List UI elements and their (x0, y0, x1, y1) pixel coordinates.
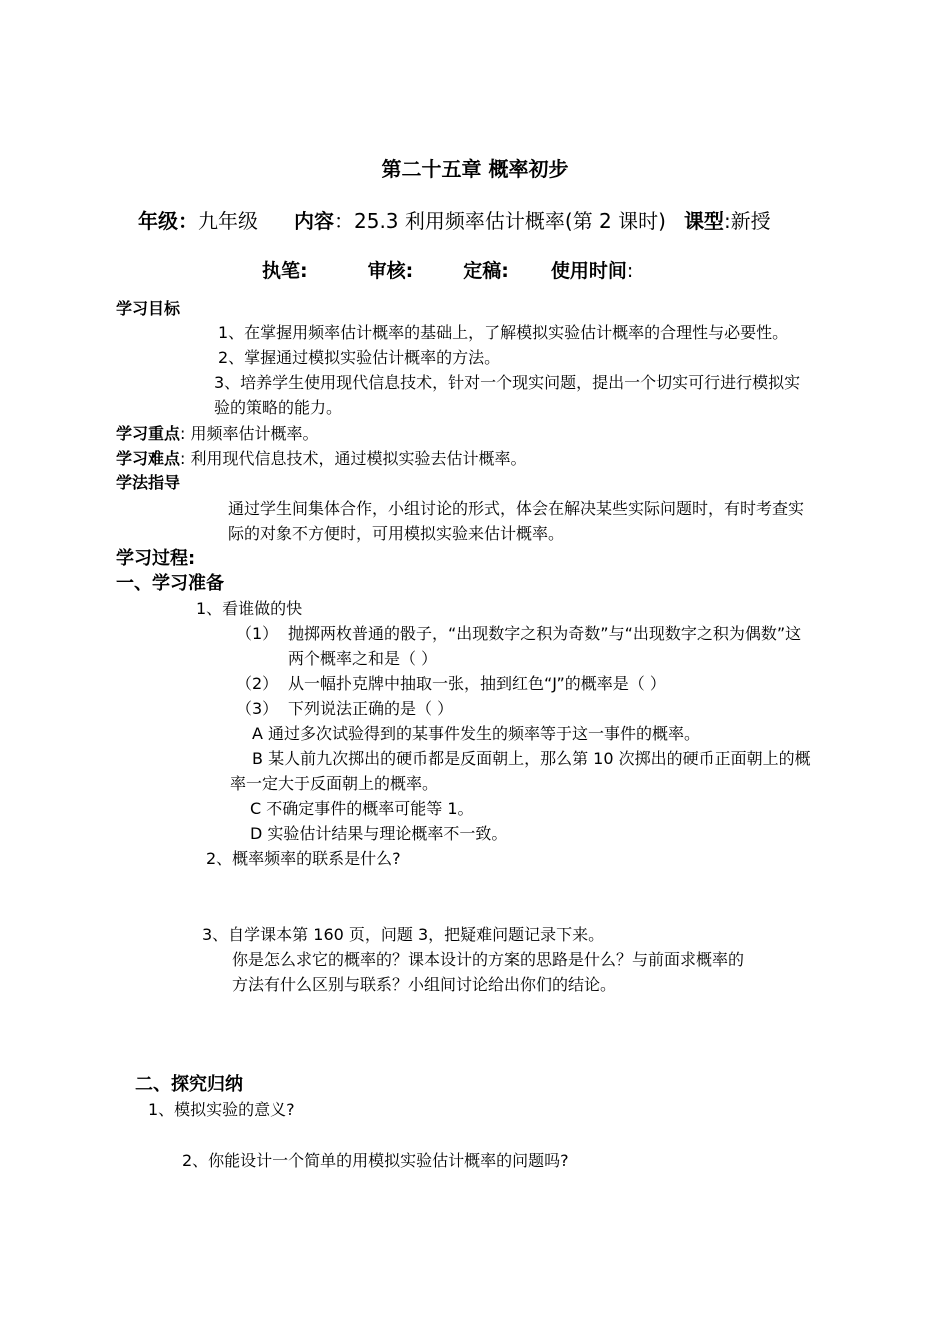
page-title: 第二十五章 概率初步 (381, 157, 569, 181)
sub1-num: （1） (236, 624, 279, 643)
method-heading: 学法指导 (116, 473, 181, 492)
process-heading: 学习过程: (116, 548, 196, 569)
section2-q2: 2、你能设计一个简单的用模拟实验估计概率的问题吗? (182, 1151, 569, 1170)
option-d: D 实验估计结果与理论概率不一致。 (250, 824, 508, 843)
section1-q1: 1、看谁做的快 (196, 599, 303, 618)
option-b-line1: B 某人前九次掷出的硬币都是反面朝上，那么第 10 次掷出的硬币正面朝上的概 (252, 749, 811, 768)
focus-label: 学习重点 (116, 424, 181, 443)
finalizer-label: 定稿: (463, 260, 509, 282)
difficulty-label: 学习难点 (116, 449, 181, 468)
sub3-text: 下列说法正确的是（ ） (288, 699, 454, 718)
objective-3-cont: 验的策略的能力。 (214, 398, 343, 417)
section1-q3: 3、自学课本第 160 页，问题 3，把疑难问题记录下来。 (202, 925, 605, 944)
time-colon: : (626, 260, 634, 282)
section1-q2: 2、概率频率的联系是什么? (206, 849, 401, 868)
option-c: C 不确定事件的概率可能等 1。 (250, 799, 474, 818)
objective-2: 2、掌握通过模拟实验估计概率的方法。 (218, 348, 501, 367)
sub1-line2: 两个概率之和是（ ） (288, 649, 438, 668)
time-label: 使用时间 (550, 260, 627, 282)
sub2-num: （2） (236, 674, 279, 693)
option-a: A 通过多次试验得到的某事件发生的频率等于这一事件的概率。 (252, 724, 701, 743)
section2-q1: 1、模拟实验的意义? (148, 1100, 295, 1119)
reviewer-label: 审核: (367, 260, 414, 282)
sub2-text: 从一幅扑克牌中抽取一张，抽到红色“J”的概率是（ ） (288, 674, 666, 693)
objectives-heading: 学习目标 (116, 299, 181, 318)
focus-text: : 用频率估计概率。 (180, 424, 319, 443)
content-label: 内容 (294, 209, 334, 233)
option-b-line2: 率一定大于反面朝上的概率。 (230, 774, 439, 793)
objective-1: 1、在掌握用频率估计概率的基础上，了解模拟实验估计概率的合理性与必要性。 (218, 323, 789, 342)
type-value: :新授 (723, 209, 771, 233)
section1-heading: 一、学习准备 (116, 573, 224, 594)
lesson-meta (138, 205, 771, 234)
content-value: ：25.3 利用频率估计概率(第 2 课时) (334, 209, 666, 233)
type-label: 课型 (683, 209, 724, 233)
sub1-line1: 抛掷两枚普通的骰子，“出现数字之积为奇数”与“出现数字之积为偶数”这 (288, 624, 802, 643)
difficulty-row (116, 446, 527, 471)
focus-row (116, 421, 319, 446)
objective-3: 3、培养学生使用现代信息技术，针对一个现实问题，提出一个切实可行进行模拟实 (214, 373, 801, 392)
difficulty-text: : 利用现代信息技术，通过模拟实验去估计概率。 (180, 449, 527, 468)
section1-q3-line2: 你是怎么求它的概率的？课本设计的方案的思路是什么？与前面求概率的 (232, 950, 745, 969)
section1-q3-line3: 方法有什么区别与联系？小组间讨论给出你们的结论。 (232, 975, 617, 994)
method-line-1: 通过学生间集体合作，小组讨论的形式，体会在解决某些实际问题时，有时考查实 (228, 499, 805, 518)
method-line-2: 际的对象不方便时，可用模拟实验来估计概率。 (228, 524, 565, 543)
grade-label: 年级： (138, 209, 198, 233)
section2-heading: 二、探究归纳 (135, 1074, 243, 1095)
writer-label: 执笔: (262, 260, 308, 282)
grade-value: 九年级 (198, 209, 258, 233)
staff-line (262, 256, 633, 283)
sub3-num: （3） (236, 699, 279, 718)
